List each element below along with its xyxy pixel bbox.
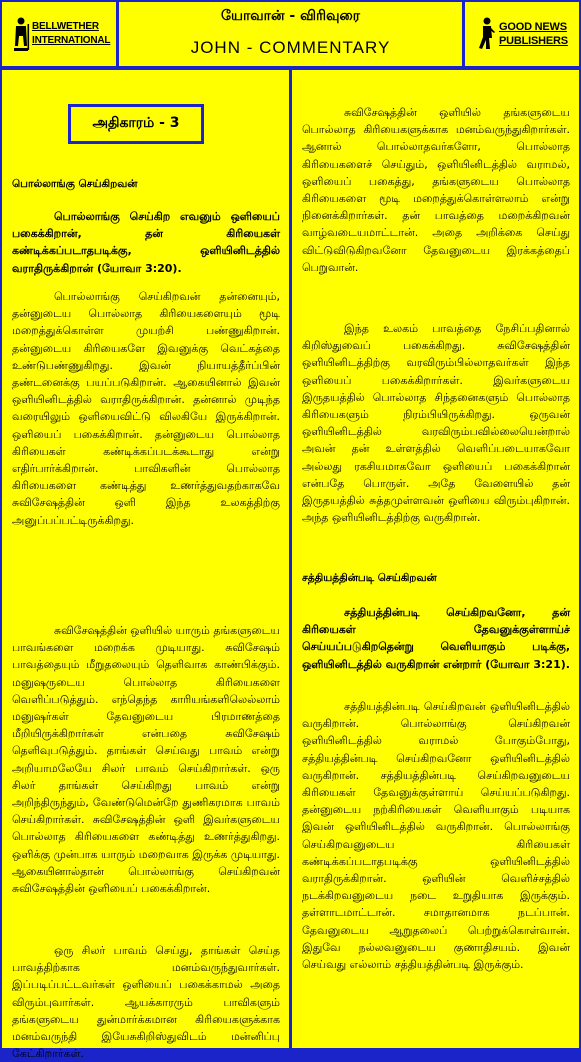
paragraph-2: சுவிசேஷத்தின் ஒளியில் யாரும் தங்களுடைய பாவங்களை மறைக்க முடியாது. சுவிசேஷம் பாவத்தையும் மீறுதலையும் தெளிவாக காண்பிக்கும். மனுஷருடைய பொல்லாத கிரியைகளை வெளிப்படுத்தும். எந்தெந்த காரியங்களிலெல்லாம் மனுஷர்கள் தேவனுடைய பிரமாணத்தை மீறியிருக்கிறார்கள் என்பதை சுவிசேஷம் தெளிவுபடுத்தும். தாங்கள் செய்வது பாவம் என்று அறியாமலேயே சிலர் பாவம் செய்கிறார்கள். ஒரு சிலர் தாங்கள் செய்கிறது பாவம் என்று அறிந்திருந்தும், வேண்டுமென்றே துணிகரமாக பாவம் செய்கிறார்கள். சுவிசேஷத்தின் ஒளி இவர்களுடைய பொல்லாத கிரியைகளை கண்டித்து உணர்த்துகிறது. ஒளிக்கு முன்பாக யாரும் மறைவாக இருக்க முடியாது. ஆகையினால்தான் பொல்லாங்கு செய்கிறவன் சுவிசேஷத்தின் ஒளியைப் பகைக்கிறான்.	[12, 624, 280, 896]
publisher-logo-left	[2, 2, 116, 66]
paragraph-1: பொல்லாங்கு செய்கிறவன் தன்னையும், தன்னுடைய பொல்லாத கிரியைகளையும் மூடி மறைத்துக்கொள்ள முயற்சி பண்ணுகிறான். தன்னுடைய கிரியைகளே இவனுக்கு வெட்கத்தை உண்டுபண்ணுகிறது. இவன் நியாயத்தீர்ப்பின் தண்டனைக்கு பயப்படுகிறான். ஆகையினால் இவன் ஒளியினிடத்தில் வராதிருக்கிறான். தன்னால் முடிந்த வரையிலும் ஒளியைவிட்டு விலகியே இருக்கிறான். ஒளியைப் பகைக்கிறான். தன்னுடைய பொல்லாத கிரியைகள் கண்டிக்கப்படக்கூடாது என்று எதிர்பார்க்கிறான். பாவிகளின் பொல்லாத கிரியைகளை கண்டித்து உணர்த்துவதற்காகவே சுவிசேஷத்தின் ஒளி இந்த உலகத்திற்கு அனுப்பப்பட்டிருக்கிறது.	[12, 290, 280, 527]
title-english: JOHN - COMMENTARY	[190, 38, 391, 57]
publisher-logo-right	[465, 2, 579, 66]
verse-quote: சத்தியத்தின்படி செய்கிறவனோ, தன் கிரியைகள் தேவனுக்குள்ளாய்ச் செய்யப்படுகிறதென்று வெளியாகும் படிக்கு, ஒளியினிடத்தில் வருகிறான் என்றார் (யோவா 3:21).	[302, 606, 570, 671]
paragraph-2: இந்த உலகம் பாவத்தை நேசிப்பதினால் கிறிஸ்துவைப் பகைக்கிறது. சுவிசேஷத்தின் ஒளியினிடத்திற்கு வரவிரும்பில்லாதவர்கள் இந்த ஒளியைப் பகைக்கிறார்கள். இவர்களுடைய இருதயத்தில் பொல்லாத சிந்தனைகளும் பொல்லாத கிரியைகளும் நிரம்பியிருக்கிறது. ஒருவன் ஒளியினிடத்தில் வரவிரும்பவில்லையென்றால் அவன் தன் உள்ளத்தில் வெளிப்படையாகவோ அல்லது ரகசியமாகவோ ஒளியைப் பகைக்கிறான் என்பதே பொருள். அதே வேளையில் தன் இருதயத்தில் சுத்தமுள்ளவன் ஒளியை விரும்புகிறான். அந்த ஒளியினிடத்திற்கு வருகிறான்.	[302, 322, 570, 525]
right-column	[292, 70, 579, 1048]
paragraph-1: சுவிசேஷத்தின் ஒளியில் தங்களுடைய பொல்லாத கிரியைகளுக்காக மனம்வருந்துகிறார்கள். ஆனால் பொல்லாதவர்களோ, பொல்லாத கிரியைகளைச் செய்தும், ஒளியினிடத்தில் வராமல், ஒளியைப் பகைத்து, தங்களுடைய பொல்லாத கிரியைகளை மூடி மறைத்துக்கொள்ளலாம் என்று நினைக்கிறார்கள். தன் பாவத்தை மறைக்கிறவன் வாழ்வடையமாட்டான். அதை அறிக்கை செய்து விட்டுவிடுகிறவனோ தேவனுடைய இரக்கத்தைப் பெறுவான்.	[302, 106, 570, 274]
logo-line1: GOOD NEWS	[499, 21, 567, 33]
shepherd-icon	[12, 16, 30, 52]
section-heading: சத்தியத்தின்படி செய்கிறவன்	[302, 572, 437, 584]
chapter-label: அதிகாரம் - 3	[68, 104, 204, 144]
logo-line1: BELLWETHER	[32, 21, 99, 32]
verse-quote: பொல்லாங்கு செய்கிற எவனும் ஒளியைப் பகைக்கிறான், தன் கிரியைகள் கண்டிக்கப்படாதபடிக்கு, ஒளியினிடத்தில் வராதிருக்கிறான் (யோவா 3:20).	[12, 210, 280, 275]
paragraph-3: ஒரு சிலர் பாவம் செய்து, தாங்கள் செய்த பாவத்திற்காக மனம்வருந்துவார்கள். இப்படிப்பட்டவர்கள் ஒளியைப் பகைக்காமல் அதை விரும்புவார்கள். ஆயக்காரரும் பாவிகளும் தங்களுடைய துன்மார்க்கமான கிரியைகளுக்காக மனம்வருந்தி இயேசுகிறிஸ்துவிடம் மன்னிப்பு கேட்கிறார்கள்.	[12, 944, 280, 1061]
section-heading: பொல்லாங்கு செய்கிறவன்	[12, 178, 138, 190]
left-column	[2, 70, 289, 1061]
logo-line2: INTERNATIONAL	[32, 35, 111, 46]
paragraph-3: சத்தியத்தின்படி செய்கிறவன் ஒளியினிடத்தில் வருகிறான். பொல்லாங்கு செய்கிறவன் ஒளியினிடத்தில் வராமல் போகும்போது, சத்தியத்தின்படி செய்கிறவனோ ஒளியினிடத்தில் வருகிறான். சத்தியத்தின்படி செய்கிறவனுடைய கிரியைகள் தேவனுக்குள்ளாய் செய்யப்படுகிறது. தன்னுடைய நற்கிரியைகள் வெளியாகும் படியாக இவன் ஒளியினிடத்தில் வருகிறான். பொல்லாங்கு செய்கிறவனுடைய கிரியைகள் கண்டிக்கப்படாதபடிக்கு ஒளியினிடத்தில் வராதிருக்கிறான். ஒளியின் வெளிச்சத்தில் நடக்கிறவனுடைய நடை உறுதியாக இருக்கும். தள்ளாடமாட்டான். சமாதானமாக நடப்பான். தேவனுடைய ஆறுதலைப் பெற்றுக்கொள்வான். இதுவே நல்லவனுடைய குணாதிசயம். இவன் செய்வது எல்லாம் சத்தியத்தின்படி இருக்கும்.	[302, 700, 570, 972]
logo-line2: PUBLISHERS	[499, 35, 568, 47]
page-header	[119, 2, 462, 66]
runner-icon	[477, 16, 495, 52]
title-tamil: யோவான் - விரிவுரை	[221, 8, 360, 24]
